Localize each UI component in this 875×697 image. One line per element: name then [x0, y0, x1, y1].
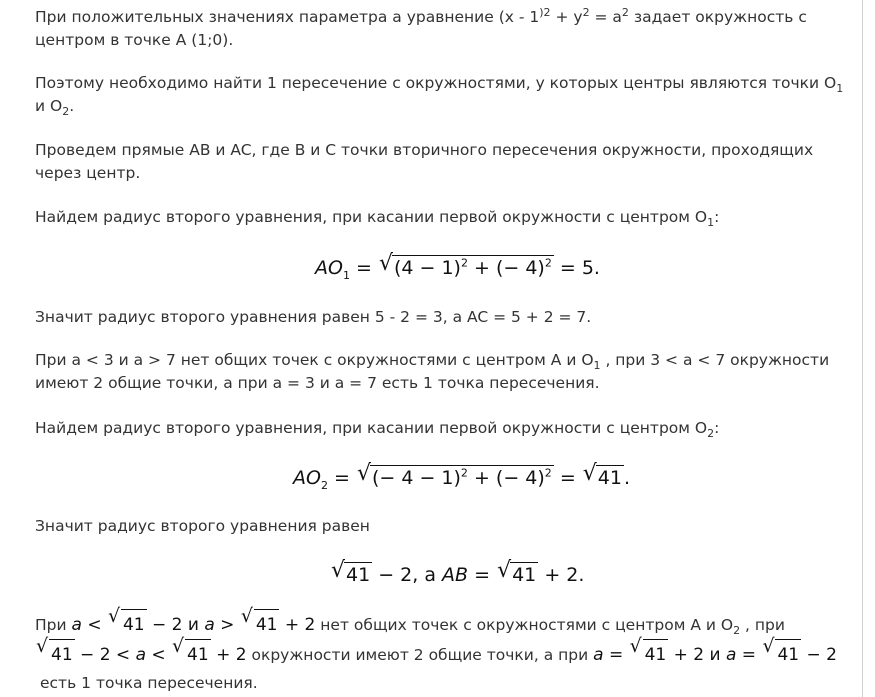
sqrt-sign: √ 41	[497, 558, 537, 586]
subscript: 1	[707, 216, 715, 230]
text: :	[714, 419, 720, 437]
inline-formula	[593, 635, 837, 665]
math-text: 41	[775, 639, 801, 669]
math-text: − 2	[801, 645, 837, 665]
subscript: 2	[320, 478, 328, 492]
sqrt-sign: √ 41	[241, 609, 280, 639]
text: задает окружность с центром в точке А (1;0).	[35, 8, 807, 49]
operator: =	[553, 467, 582, 489]
sqrt-sign: √ 41	[172, 639, 211, 669]
math-text: + 2	[279, 615, 316, 635]
math-symbol: a	[204, 615, 215, 635]
math-text: (− 4 − 1)	[371, 467, 461, 489]
superscript: 2	[582, 5, 590, 19]
text: нет общих точек с окружностями с центром А и O	[315, 616, 734, 634]
operator: =	[349, 257, 378, 279]
subscript: 1	[342, 268, 350, 282]
subscript: 2	[62, 105, 70, 119]
paragraph-intro	[35, 6, 845, 52]
sqrt-sign: √ 41	[630, 639, 669, 669]
paragraph-radius-result: Значит радиус второго уравнения равен 5 - 2 = 3, а AC = 5 + 2 = 7.	[35, 308, 592, 326]
subscript: 1	[836, 82, 844, 96]
sqrt-sign: √ 41	[331, 558, 371, 586]
formula-ao1	[315, 251, 600, 282]
text: , при	[740, 616, 785, 634]
text: , при 3 < a < 7 окружности имеют 2 общие точки, а при a = 3 и a = 7 есть 1 точка пересечения.	[35, 351, 830, 392]
text: + y	[550, 8, 583, 26]
text: = a	[589, 8, 622, 26]
subscript: 2	[733, 624, 741, 638]
superscript: 2	[460, 466, 468, 480]
operator: =	[327, 467, 356, 489]
text: :	[714, 208, 720, 226]
text: Поэтому необходимо найти 1 пересечение с окружностями, у которых центры являются точки O	[35, 74, 837, 92]
paragraph-cases-o1	[35, 349, 845, 395]
math-text: 41	[597, 467, 622, 489]
math-text: − 2 и	[146, 615, 205, 635]
text: При a < 3 и a > 7 нет общих точек с окружностями с центром А и O	[35, 351, 594, 369]
math-text: 41	[185, 639, 211, 669]
inline-formula	[71, 605, 316, 635]
math-text: 41	[254, 609, 280, 639]
math-text: + (− 4)	[467, 467, 545, 489]
math-text: 41	[121, 609, 147, 639]
sqrt-sign: √ 41	[36, 639, 75, 669]
paragraph-cases-o2	[35, 605, 845, 697]
math-text: − 2 <	[74, 645, 136, 665]
paragraph-radius-o1	[35, 206, 845, 229]
sqrt-sign: √ 41	[582, 461, 622, 489]
math-symbol: a	[593, 645, 604, 665]
math-text: 41	[49, 639, 75, 669]
math-symbol: a	[725, 645, 737, 665]
superscript: 2	[544, 466, 552, 480]
sqrt-sign: √ $(4 - 1)^2$ + (− 4)$^2$	[378, 251, 552, 279]
math-text: = 5.	[553, 257, 600, 279]
text: Найдем радиус второго уравнения, при касании первой окружности с центром O	[35, 419, 708, 437]
sqrt-sign: √ 41	[108, 609, 147, 639]
text: есть 1 точка пересечения.	[40, 674, 258, 692]
text: При	[35, 616, 72, 634]
subscript: 1	[593, 359, 601, 373]
formula-ab	[330, 558, 585, 586]
superscript: )2	[539, 5, 551, 19]
math-text: 41	[512, 564, 537, 586]
sqrt-sign: √ (− 4 − 1)$^2$ + (− 4)$^2$	[356, 461, 552, 489]
math-text: .	[623, 467, 631, 489]
operator: =	[736, 645, 762, 665]
math-text: + 2.	[538, 564, 585, 586]
operator: =	[603, 645, 629, 665]
text: При положительных значениях параметра a уравнение (x - 1	[35, 8, 540, 26]
superscript: 2	[544, 256, 552, 270]
math-text: 41	[346, 564, 371, 586]
paragraph-lines: Проведем прямые AB и AC, где В и С точки вторичного пересечения окружности, проходящих через центр.	[35, 141, 814, 182]
operator: <	[81, 615, 107, 635]
text: Найдем радиус второго уравнения, при касании первой окружности с центром O	[35, 208, 708, 226]
math-symbol: AO	[293, 467, 321, 489]
math-text: (4 − 1)	[393, 257, 461, 279]
sqrt-sign: √ 41	[762, 639, 801, 669]
superscript: 2	[621, 5, 629, 19]
math-text: + 2 и	[668, 645, 726, 665]
math-symbol: a	[135, 645, 146, 665]
text: и O	[35, 97, 63, 115]
math-text: + (− 4)	[467, 257, 545, 279]
superscript: 2	[460, 256, 468, 270]
math-text: + 2	[210, 645, 247, 665]
inline-formula	[35, 635, 247, 665]
formula-ao2	[293, 461, 631, 492]
subscript: 2	[707, 427, 715, 441]
math-symbol: AO	[315, 257, 343, 279]
text: окружности имеют 2 общие точки, а при	[246, 646, 594, 664]
math-symbol: AB	[442, 564, 469, 586]
text: .	[69, 97, 75, 115]
paragraph-radius-o2	[35, 417, 845, 440]
operator: >	[214, 615, 240, 635]
math-symbol: a	[71, 615, 82, 635]
math-text: − 2, а	[372, 564, 443, 586]
math-text: 41	[643, 639, 669, 669]
paragraph-centers	[35, 72, 845, 118]
operator: =	[468, 564, 497, 586]
paragraph-radius-o2-result: Значит радиус второго уравнения равен	[35, 517, 370, 535]
operator: <	[145, 645, 172, 665]
